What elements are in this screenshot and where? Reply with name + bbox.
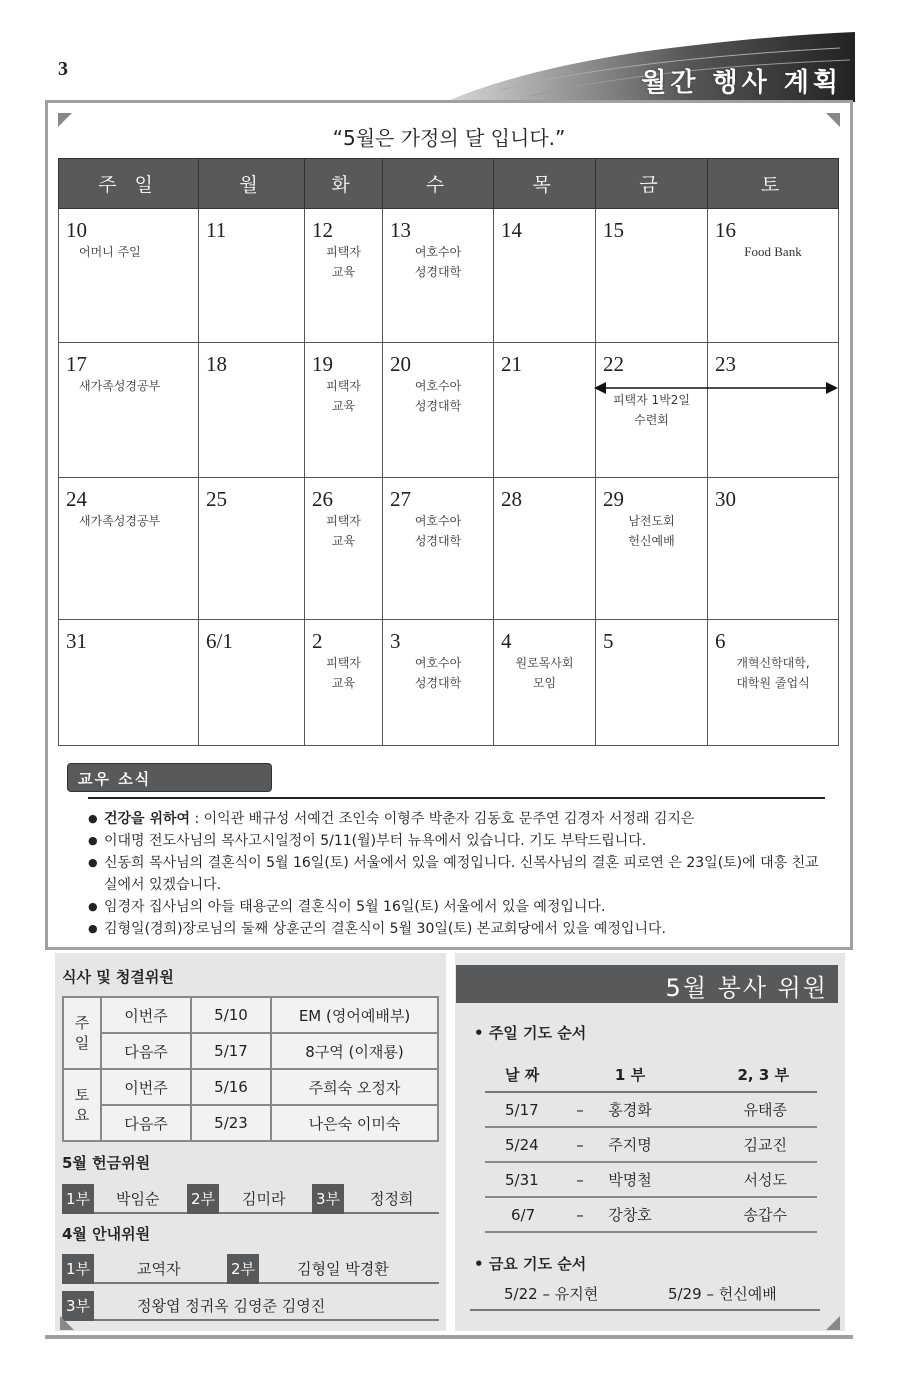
calendar-cell [494,478,596,620]
news-divider [88,797,825,799]
usher-title: 4월 안내위원 [62,1225,151,1243]
prayer-second: 송갑수 [665,1197,817,1232]
day-event: 개혁신학대학, 대학원 졸업식 [736,656,810,690]
table-row [485,1162,817,1197]
saturday-label: 토 요 [63,1069,101,1141]
calendar-table [58,158,839,746]
day-number: 16 [715,218,736,242]
table-row [63,997,438,1033]
calendar-cell [383,478,494,620]
week-cell: 이번주 [101,997,191,1033]
day-number: 24 [66,487,87,511]
day-event: 여호수아 성경대학 [414,379,462,413]
calendar-cell [59,209,199,343]
weekday-header: 수 [383,159,494,209]
calendar-cell [596,343,708,478]
calendar-cell [708,620,839,746]
day-number: 20 [390,352,411,376]
week-cell: 이번주 [101,1069,191,1105]
prayer-date: 5/17 [485,1092,565,1127]
usher-row [62,1291,439,1321]
date-cell: 5/23 [191,1105,271,1141]
day-number: 29 [603,487,624,511]
news-item [88,896,828,918]
weekday-header: 목 [494,159,596,209]
calendar-cell [199,209,305,343]
calendar-cell [596,620,708,746]
header-title: 월간 행사 계획 [641,68,842,98]
day-number: 17 [66,352,87,376]
corner-triangle-icon [826,1316,840,1330]
friday-prayer-row [470,1281,820,1311]
weekday-header: 토 [708,159,839,209]
service-tag: 2부 [187,1184,219,1214]
day-number: 18 [206,352,227,376]
bottom-border [45,1335,853,1339]
calendar-week-row [59,620,839,746]
prayer-second: 서성도 [665,1162,817,1197]
day-number: 27 [390,487,411,511]
weekday-header: 금 [596,159,708,209]
day-event: 남전도회 헌신예배 [628,514,675,548]
service-tag: 1부 [62,1254,94,1284]
date-cell: 5/16 [191,1069,271,1105]
prayer-date: 5/31 [485,1162,565,1197]
double-arrow-icon [594,381,838,395]
day-number: 26 [312,487,333,511]
day-number: 13 [390,218,411,242]
prayer-table [485,1057,817,1233]
table-row [63,1069,438,1105]
weekday-header: 화 [305,159,383,209]
service-tag: 1부 [62,1184,94,1214]
calendar-cell [305,478,383,620]
day-event: 피택자 1박2일 수련회 [612,393,691,427]
calendar-cell [199,343,305,478]
who-cell: EM (영어예배부) [271,997,438,1033]
table-row [63,1105,438,1141]
offering-title: 5월 헌금위원 [62,1154,151,1172]
calendar-cell [494,209,596,343]
col-header-first: 1 부 [595,1057,665,1092]
day-event: 피택자 교육 [326,379,361,413]
day-number: 31 [66,629,87,653]
prayer-date: 5/24 [485,1127,565,1162]
news-text: 임경자 집사님의 아들 태용군의 결혼식이 5월 16일(토) 서울에서 있을 예정입니다. [104,899,606,915]
service-tag: 3부 [62,1291,94,1321]
friday-entry: 5/29 – 헌신예배 [668,1285,777,1303]
calendar-cell [494,343,596,478]
prayer-date: 6/7 [485,1197,565,1232]
offering-name: 김미라 [242,1190,286,1208]
day-number: 6 [715,629,726,653]
service-title: 5월 봉사 위원 [456,965,838,1003]
prayer-dash: – [565,1092,595,1127]
prayer-dash: – [565,1127,595,1162]
day-event: 피택자 교육 [326,245,361,279]
day-number: 6/1 [206,629,233,653]
calendar-cell [383,209,494,343]
friday-prayer-label: 금요 기도 순서 [488,1255,587,1273]
day-event: 피택자 교육 [326,514,361,548]
table-header-row [485,1057,817,1092]
news-lead: 건강을 위하여 [104,811,191,827]
news-text: : 이익관 배규성 서예건 조인숙 이형주 박춘자 김동호 문주연 김경자 서정래 김지은 [190,811,695,827]
day-number: 22 [603,352,624,376]
service-tag: 3부 [312,1184,344,1214]
prayer-first: 박명철 [595,1162,665,1197]
calendar-week-row [59,209,839,343]
prayer-first: 주지명 [595,1127,665,1162]
prayer-second: 김교진 [665,1127,817,1162]
prayer-dash: – [565,1162,595,1197]
table-row [485,1127,817,1162]
weekday-header: 월 [199,159,305,209]
calendar-cell [199,620,305,746]
service-tag: 2부 [227,1254,259,1284]
news-text: 신동희 목사님의 결혼식이 5월 16일(토) 서울에서 있을 예정입니다. 신목사님의 결혼 피로연 은 23일(토)에 대흥 친교실에서 있겠습니다. [104,855,819,893]
calendar-week-row [59,343,839,478]
corner-triangle-icon [60,1316,74,1330]
calendar-cell [383,620,494,746]
who-cell: 주희숙 오정자 [271,1069,438,1105]
calendar-cell [494,620,596,746]
day-event: 피택자 교육 [326,656,361,690]
table-row [485,1197,817,1232]
usher-row [62,1254,439,1284]
calendar-title: “5월은 가정의 달 입니다.” [332,126,566,150]
day-number: 28 [501,487,522,511]
week-cell: 다음주 [101,1033,191,1069]
day-event: Food Bank [744,244,802,259]
day-number: 14 [501,218,522,242]
news-item [88,918,828,940]
prayer-first: 홍경화 [595,1092,665,1127]
sunday-prayer-title: • 주일 기도 순서 [474,1024,587,1042]
usher-name: 김형일 박경환 [297,1260,389,1278]
calendar-cell [383,343,494,478]
day-event: 여호수아 성경대학 [414,656,462,690]
day-event: 원로목사회 모임 [515,656,574,690]
calendar-cell [59,620,199,746]
day-number: 10 [66,218,87,242]
calendar-cell [59,478,199,620]
news-text: 김형일(경희)장로님의 둘째 상훈군의 결혼식이 5월 30일(토) 본교회당에서 있을 예정입니다. [104,921,666,937]
date-cell: 5/17 [191,1033,271,1069]
page-number: 3 [58,58,68,80]
weekday-header: 주 일 [59,159,199,209]
day-number: 21 [501,352,522,376]
who-cell: 8구역 (이재룡) [271,1033,438,1069]
calendar-cell [59,343,199,478]
prayer-first: 강창호 [595,1197,665,1232]
prayer-second: 유태종 [665,1092,817,1127]
meal-table [62,996,439,1142]
usher-name: 교역자 [137,1260,181,1278]
day-number: 3 [390,629,401,653]
sunday-prayer-label: 주일 기도 순서 [488,1024,587,1042]
day-number: 23 [715,352,736,376]
meal-title: 식사 및 청결위원 [62,968,174,986]
day-number: 12 [312,218,333,242]
calendar-cell [199,478,305,620]
col-header-spacer [565,1057,595,1092]
news-item [88,808,828,830]
calendar-cell [596,209,708,343]
day-event: 여호수아 성경대학 [414,245,462,279]
news-item [88,830,828,852]
sunday-label: 주 일 [63,997,101,1069]
day-number: 25 [206,487,227,511]
day-event: 여호수아 성경대학 [414,514,462,548]
calendar-cell [708,343,839,478]
day-number: 5 [603,629,614,653]
friday-entry: 5/22 – 유지현 [504,1285,599,1303]
day-number: 19 [312,352,333,376]
day-event: 새가족성경공부 [79,514,161,528]
news-list [88,808,828,940]
day-event: 새가족성경공부 [79,379,161,393]
table-row [485,1092,817,1127]
who-cell: 나은숙 이미숙 [271,1105,438,1141]
calendar-cell [305,620,383,746]
offering-row [62,1184,439,1214]
offering-name: 박임순 [116,1190,160,1208]
calendar-header-row [59,159,839,209]
offering-name: 정정희 [370,1190,414,1208]
friday-prayer-title: • 금요 기도 순서 [474,1255,587,1273]
col-header-second: 2, 3 부 [665,1057,817,1092]
news-section-tab: 교우 소식 [67,763,272,792]
calendar-cell [305,343,383,478]
news-text: 이대명 전도사님의 목사고시일정이 5/11(월)부터 뉴욕에서 있습니다. 기도 부탁드립니다. [104,833,647,849]
news-item [88,852,828,896]
calendar-cell [708,209,839,343]
day-number: 11 [206,218,227,242]
usher-name: 정왕엽 정귀옥 김영준 김영진 [137,1297,326,1315]
day-number: 15 [603,218,624,242]
calendar-cell [596,478,708,620]
day-number: 4 [501,629,512,653]
prayer-dash: – [565,1197,595,1232]
day-number: 2 [312,629,323,653]
calendar-cell [708,478,839,620]
date-cell: 5/10 [191,997,271,1033]
day-number: 30 [715,487,736,511]
week-cell: 다음주 [101,1105,191,1141]
col-header-date: 날 짜 [485,1057,565,1092]
calendar-week-row [59,478,839,620]
calendar-cell [305,209,383,343]
table-row [63,1033,438,1069]
day-event: 어머니 주일 [79,245,141,259]
